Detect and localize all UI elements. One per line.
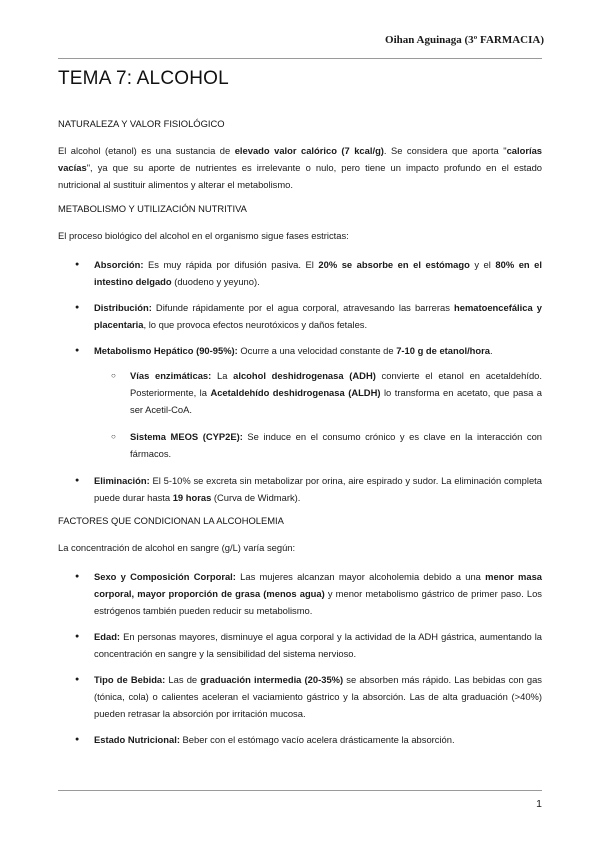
list-item-eliminacion: ● Eliminación: El 5-10% se excreta sin metabolizar por orina, aire espirado y sudor. La eliminación completa puede durar hasta 19 horas (Curva de Widmark).	[58, 472, 542, 506]
header-author: Oihan Aguinaga (3º FARMACIA)	[385, 34, 544, 46]
paragraph-naturaleza: El alcohol (etanol) es una sustancia de elevado valor calórico (7 kcal/g). Se considera que aporta "calorías vacías", ya que su aporte de nutrientes es irrelevante o nulo, pero tiene un impacto profundo en el estado nutricional al sustituir alimentos y alterar el metabolismo.	[58, 145, 543, 190]
footer-divider	[58, 790, 542, 791]
page-title: TEMA 7: ALCOHOL	[58, 68, 229, 89]
list-item-metabolismo-hepatico: ● Metabolismo Hepático (90-95%): Ocurre a una velocidad constante de 7-10 g de etanol/hora. ○ Vías enzimáticas: La alcohol deshidrogenasa (ADH) convierte el etanol en acetaldehído. Posteriormente, la Acetaldehído deshidrogenasa (ALDH) lo transforma en acetato, que pasa a ser Acetil-CoA. ○ Sistema MEOS (CYP2E): Se induce en el consumo crónico y es clave en la interacción con fármacos.	[58, 342, 542, 462]
page-content	[58, 68, 542, 757]
section-heading-factores: FACTORES QUE CONDICIONAN LA ALCOHOLEMIA	[58, 515, 284, 526]
section-heading-naturaleza: NATURALEZA Y VALOR FISIOLÓGICO	[58, 118, 225, 129]
paragraph-metabolismo-intro: El proceso biológico del alcohol en el organismo sigue fases estrictas:	[58, 230, 349, 241]
sublist-item-vias: ○ Vías enzimáticas: La alcohol deshidrogenasa (ADH) convierte el etanol en acetaldehído. Posteriormente, la Acetaldehído deshidrogenasa (ALDH) lo transforma en acetato, que pasa a ser Acetil-CoA.	[94, 367, 542, 418]
list-metabolismo	[58, 256, 542, 506]
list-item-bebida: ● Tipo de Bebida: Las de graduación intermedia (20-35%) se absorben más rápido. Las bebidas con gas (tónica, cola) o calientes aceleran el vaciamiento gástrico y la absorción. Las de alta graduación (>40%) pueden retrasar la absorción por irritación mucosa.	[58, 671, 542, 722]
list-item-nutricional: ● Estado Nutricional: Beber con el estómago vacío acelera drásticamente la absorción.	[58, 731, 542, 748]
list-item-absorcion: ● Absorción: Es muy rápida por difusión pasiva. El 20% se absorbe en el estómago y el 80% en el intestino delgado (duodeno y yeyuno).	[58, 256, 542, 290]
section-heading-metabolismo: METABOLISMO Y UTILIZACIÓN NUTRITIVA	[58, 203, 247, 214]
list-item-distribucion: ● Distribución: Difunde rápidamente por el agua corporal, atravesando las barreras hematoencefálica y placentaria, lo que provoca efectos neurotóxicos y daños fetales.	[58, 299, 542, 333]
header-divider	[58, 58, 542, 59]
list-item-edad: ● Edad: En personas mayores, disminuye el agua corporal y la actividad de la ADH gástrica, aumentando la concentración en sangre y la sensibilidad del sistema nervioso.	[58, 628, 542, 662]
sublist-hepatico	[94, 367, 542, 462]
list-item-sexo: ● Sexo y Composición Corporal: Las mujeres alcanzan mayor alcoholemia debido a una menor masa corporal, mayor proporción de grasa (menos agua) y menor metabolismo gástrico de primer paso. Los estrógenos también pueden reducir su metabolismo.	[58, 568, 542, 619]
page-number: 1	[536, 798, 542, 810]
paragraph-factores-intro: La concentración de alcohol en sangre (g/L) varía según:	[58, 542, 296, 553]
sublist-item-meos: ○ Sistema MEOS (CYP2E): Se induce en el consumo crónico y es clave en la interacción con fármacos.	[94, 428, 542, 462]
list-factores	[58, 568, 542, 748]
